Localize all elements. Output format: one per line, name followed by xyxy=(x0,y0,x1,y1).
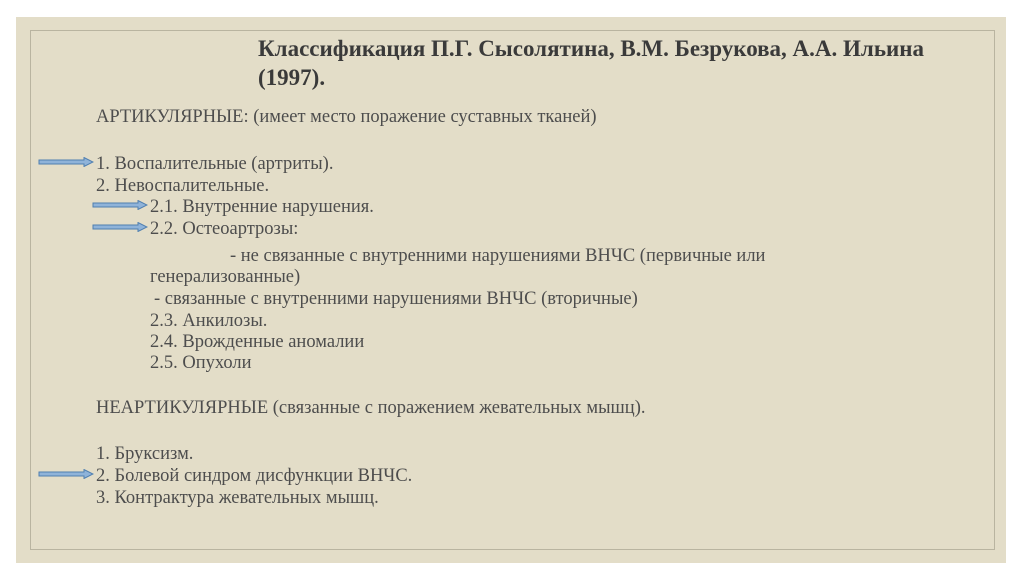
right-arrow-icon xyxy=(92,222,148,232)
osteoarthrosis-primary-line2: генерализованные) xyxy=(150,267,301,287)
articular-header: АРТИКУЛЯРНЫЕ: (имеет место поражение суставных тканей) xyxy=(96,107,597,127)
nonarticular-item-contracture: 3. Контрактура жевательных мышц. xyxy=(96,488,379,508)
right-arrow-icon xyxy=(38,157,94,167)
osteoarthrosis-primary-line1: - не связанные с внутренними нарушениями ВНЧС (первичные или xyxy=(230,246,766,266)
osteoarthrosis-secondary: - связанные с внутренними нарушениями ВНЧС (вторичные) xyxy=(154,289,638,309)
right-arrow-icon xyxy=(92,200,148,210)
nonarticular-item-pain-syndrome: 2. Болевой синдром дисфункции ВНЧС. xyxy=(96,466,413,486)
articular-item-congenital: 2.4. Врожденные аномалии xyxy=(150,332,365,352)
slide-title: Классификация П.Г. Сысолятина, В.М. Безрукова, А.А. Ильина (1997). xyxy=(258,36,924,90)
articular-item-noninflammatory: 2. Невоспалительные. xyxy=(96,176,270,196)
right-arrow-icon xyxy=(38,469,94,479)
articular-item-internal-disorders: 2.1. Внутренние нарушения. xyxy=(150,197,374,217)
articular-item-ankylosis: 2.3. Анкилозы. xyxy=(150,311,268,331)
articular-item-osteoarthrosis: 2.2. Остеоартрозы: xyxy=(150,219,299,239)
nonarticular-header: НЕАРТИКУЛЯРНЫЕ (связанные с поражением жевательных мышц). xyxy=(96,398,646,418)
nonarticular-item-bruxism: 1. Бруксизм. xyxy=(96,444,194,464)
articular-item-tumors: 2.5. Опухоли xyxy=(150,353,252,373)
articular-item-inflammatory: 1. Воспалительные (артриты). xyxy=(96,154,334,174)
